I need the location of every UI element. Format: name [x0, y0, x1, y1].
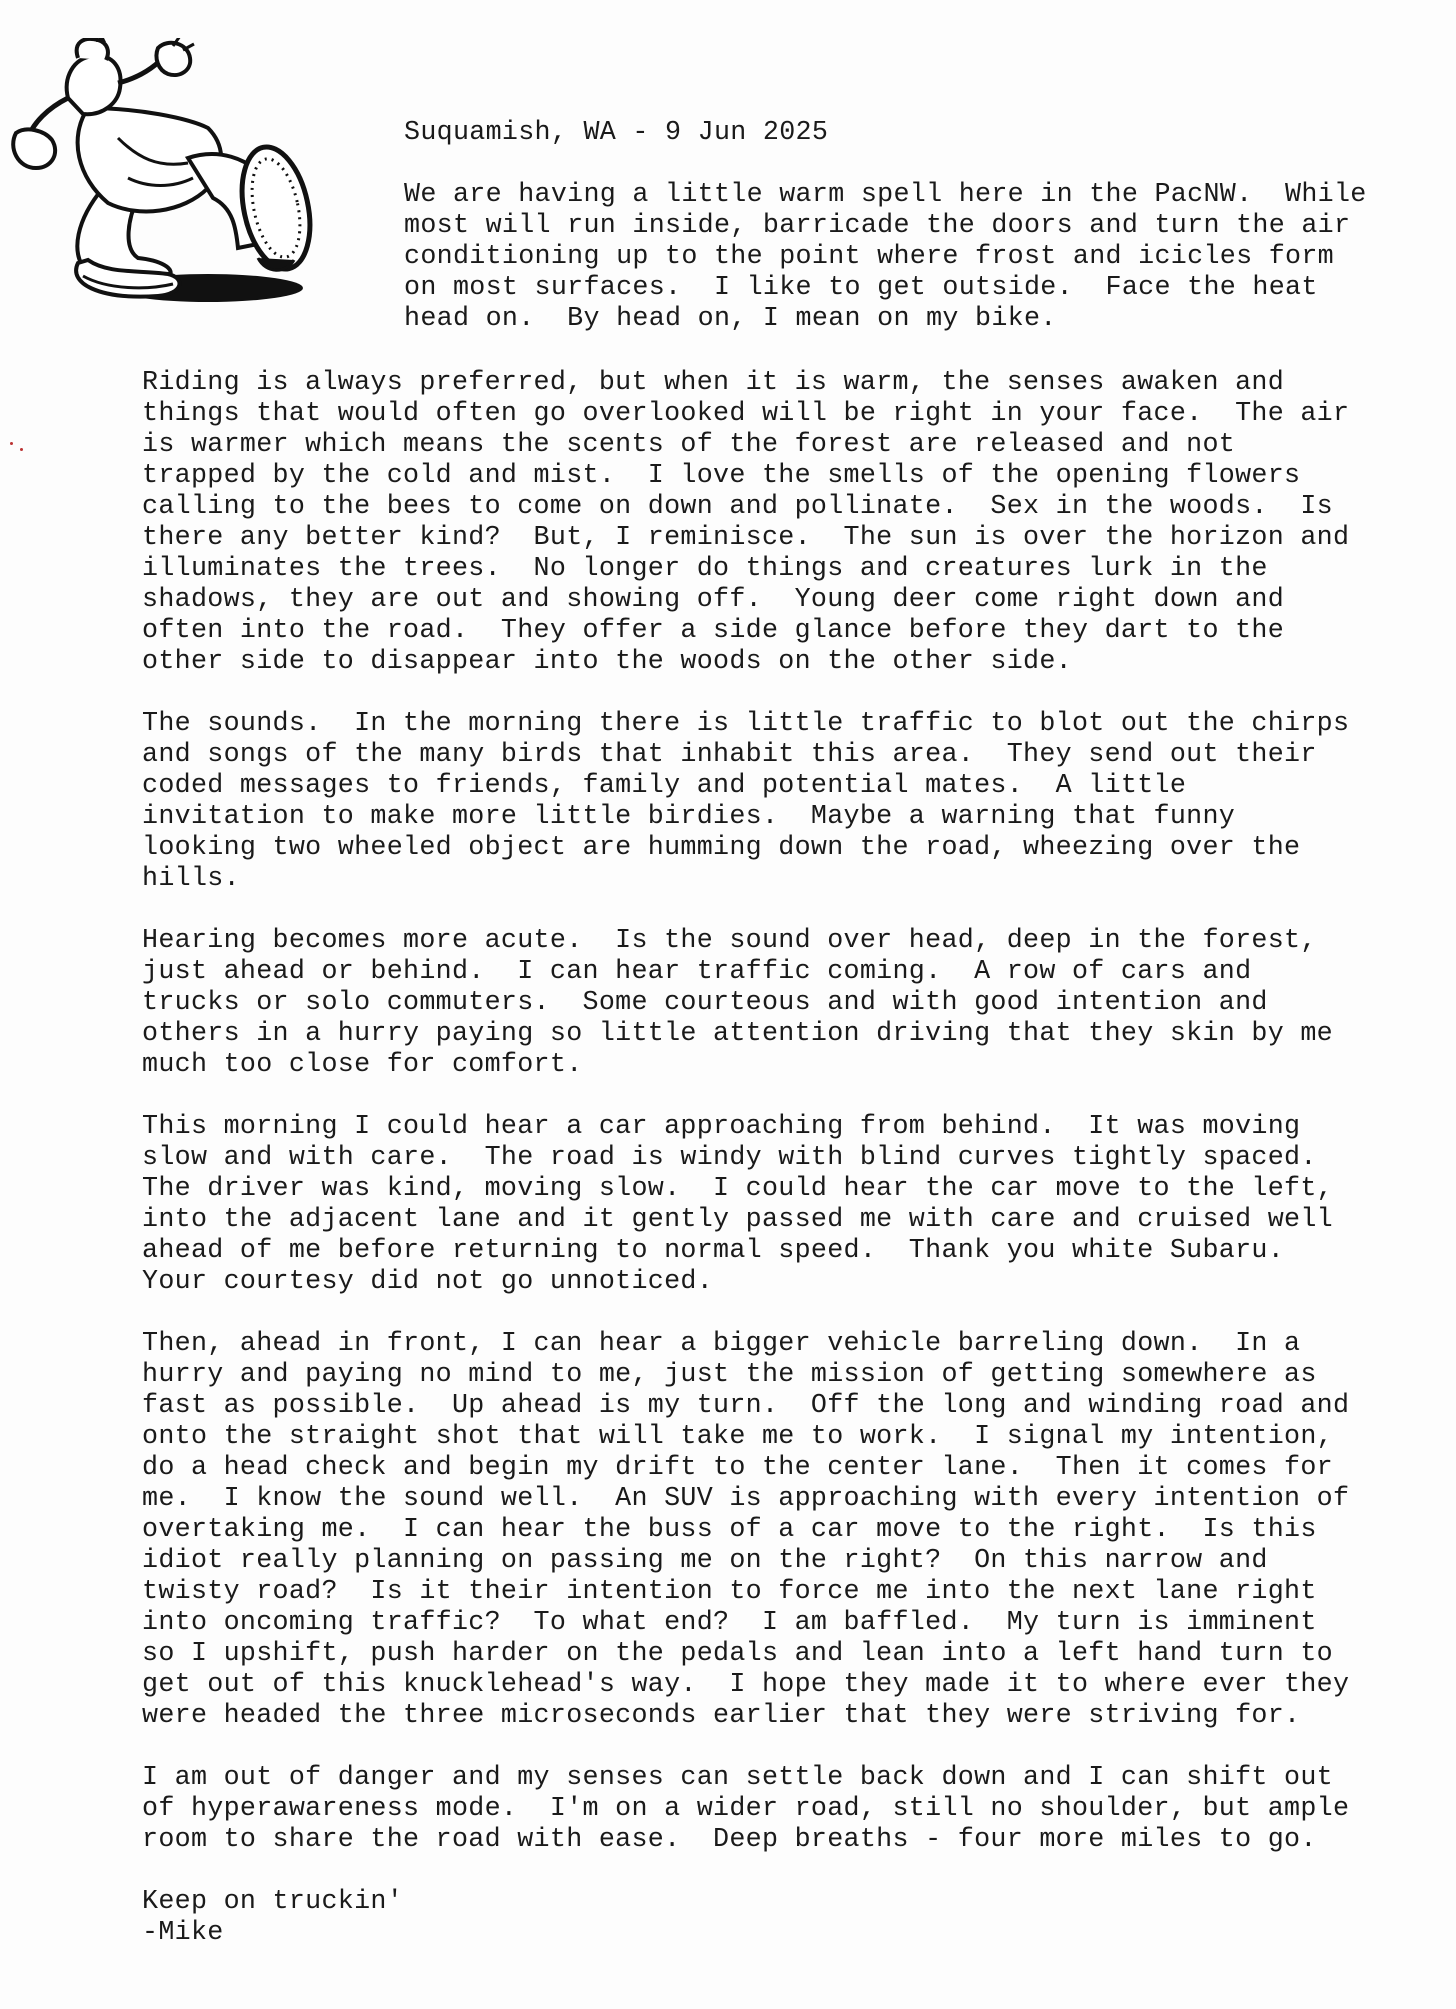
body-line: invitation to make more little birdies. Maybe a warning that funny	[142, 802, 1236, 832]
body-line: illuminates the trees. No longer do things and creatures lurk in the	[142, 554, 1268, 584]
body-line: were headed the three microseconds earlier that they were striving for.	[142, 1701, 1301, 1731]
keep-on-truckin-strutting-man-icon	[8, 38, 348, 308]
body-line: hills.	[142, 864, 240, 894]
body-paragraph-4	[142, 1112, 1432, 1298]
body-line: looking two wheeled object are humming down the road, wheezing over the	[142, 833, 1301, 863]
body-paragraph-5	[142, 1329, 1432, 1732]
body-line: overtaking me. I can hear the buss of a car move to the right. Is this	[142, 1515, 1317, 1545]
body-line: much too close for comfort.	[142, 1050, 583, 1080]
body-line: so I upshift, push harder on the pedals and lean into a left hand turn to	[142, 1639, 1334, 1669]
closing: Keep on truckin'	[142, 1887, 404, 1917]
body-line: calling to the bees to come on down and pollinate. Sex in the woods. Is	[142, 492, 1334, 522]
body-line: is warmer which means the scents of the forest are released and not	[142, 430, 1236, 460]
body-paragraph-6	[142, 1763, 1432, 1856]
intro-paragraph	[404, 180, 1414, 335]
ink-speck	[20, 448, 23, 451]
body-line: twisty road? Is it their intention to force me into the next lane right	[142, 1577, 1317, 1607]
body-line: I am out of danger and my senses can settle back down and I can shift out	[142, 1763, 1334, 1793]
body-line: slow and with care. The road is windy with blind curves tightly spaced.	[142, 1143, 1317, 1173]
dateline: Suquamish, WA - 9 Jun 2025	[404, 118, 829, 148]
body-line: Your courtesy did not go unnoticed.	[142, 1267, 714, 1297]
body-line: onto the straight shot that will take me to work. I signal my intention,	[142, 1422, 1334, 1452]
body-line: often into the road. They offer a side glance before they dart to the	[142, 616, 1285, 646]
intro-line: most will run inside, barricade the doors and turn the air	[404, 211, 1351, 241]
body-line: and songs of the many birds that inhabit this area. They send out their	[142, 740, 1317, 770]
body-line: Then, ahead in front, I can hear a bigger vehicle barreling down. In a	[142, 1329, 1301, 1359]
body-line: others in a hurry paying so little attention driving that they skin by me	[142, 1019, 1334, 1049]
letter-heading	[404, 118, 1414, 335]
intro-line: head on. By head on, I mean on my bike.	[404, 304, 1057, 334]
body-line: The sounds. In the morning there is little traffic to blot out the chirps	[142, 709, 1350, 739]
body-paragraph-2	[142, 709, 1432, 895]
body-line: hurry and paying no mind to me, just the mission of getting somewhere as	[142, 1360, 1317, 1390]
body-line: trapped by the cold and mist. I love the smells of the opening flowers	[142, 461, 1301, 491]
intro-line: conditioning up to the point where frost and icicles form	[404, 242, 1334, 272]
body-line: The driver was kind, moving slow. I could hear the car move to the left,	[142, 1174, 1334, 1204]
body-line: other side to disappear into the woods on the other side.	[142, 647, 1072, 677]
body-line: of hyperawareness mode. I'm on a wider road, still no shoulder, but ample	[142, 1794, 1350, 1824]
body-line: just ahead or behind. I can hear traffic coming. A row of cars and	[142, 957, 1252, 987]
signoff	[142, 1887, 1432, 1949]
body-line: fast as possible. Up ahead is my turn. Off the long and winding road and	[142, 1391, 1350, 1421]
body-line: Riding is always preferred, but when it is warm, the senses awaken and	[142, 368, 1285, 398]
body-line: do a head check and begin my drift to the center lane. Then it comes for	[142, 1453, 1334, 1483]
letter-body	[142, 368, 1432, 1949]
body-line: ahead of me before returning to normal speed. Thank you white Subaru.	[142, 1236, 1285, 1266]
body-line: things that would often go overlooked will be right in your face. The air	[142, 399, 1350, 429]
body-line: Hearing becomes more acute. Is the sound over head, deep in the forest,	[142, 926, 1317, 956]
body-paragraph-1	[142, 368, 1432, 678]
body-paragraph-3	[142, 926, 1432, 1081]
body-line: idiot really planning on passing me on the right? On this narrow and	[142, 1546, 1268, 1576]
intro-line: on most surfaces. I like to get outside. Face the heat	[404, 273, 1318, 303]
body-line: into oncoming traffic? To what end? I am baffled. My turn is imminent	[142, 1608, 1317, 1638]
body-line: there any better kind? But, I reminisce. The sun is over the horizon and	[142, 523, 1350, 553]
body-line: into the adjacent lane and it gently passed me with care and cruised well	[142, 1205, 1334, 1235]
intro-line: We are having a little warm spell here in the PacNW. While	[404, 180, 1367, 210]
body-line: shadows, they are out and showing off. Young deer come right down and	[142, 585, 1285, 615]
body-line: get out of this knucklehead's way. I hope they made it to where ever they	[142, 1670, 1350, 1700]
body-line: trucks or solo commuters. Some courteous and with good intention and	[142, 988, 1268, 1018]
body-line: me. I know the sound well. An SUV is approaching with every intention of	[142, 1484, 1350, 1514]
signature: -Mike	[142, 1918, 224, 1948]
body-line: room to share the road with ease. Deep breaths - four more miles to go.	[142, 1825, 1317, 1855]
body-line: This morning I could hear a car approaching from behind. It was moving	[142, 1112, 1301, 1142]
body-line: coded messages to friends, family and potential mates. A little	[142, 771, 1187, 801]
ink-speck	[10, 442, 13, 445]
